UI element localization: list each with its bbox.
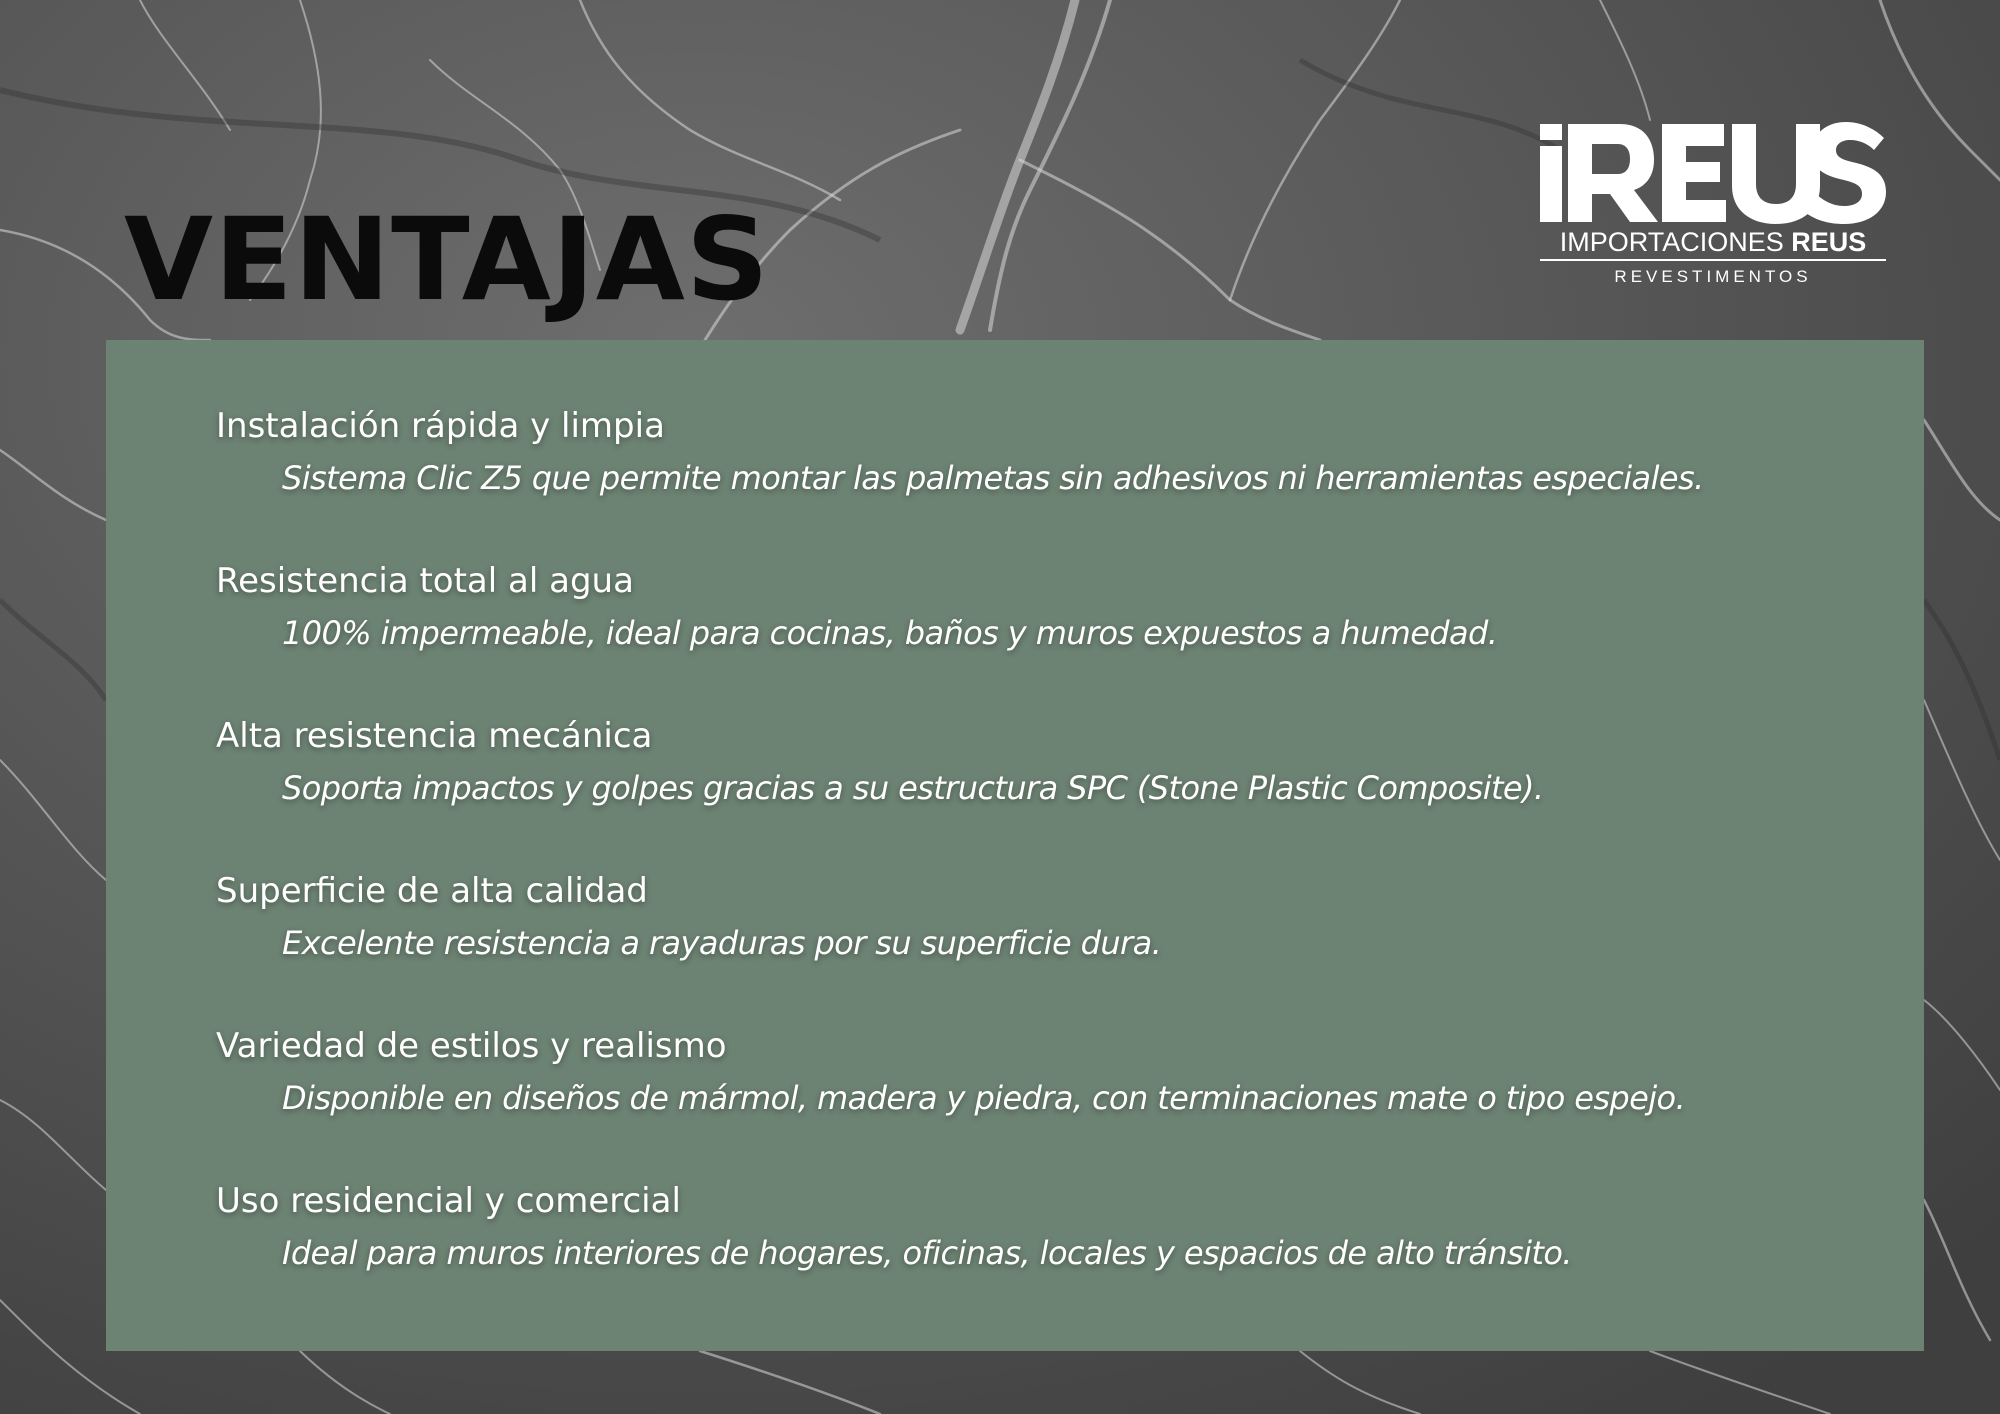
item-description: 100% impermeable, ideal para cocinas, baños y muros expuestos a humedad.: [282, 614, 1498, 652]
reus-logo: [1538, 118, 1888, 298]
item-title: Instalación rápida y limpia: [216, 406, 665, 446]
item-title: Resistencia total al agua: [216, 561, 634, 601]
item-title: Superficie de alta calidad: [216, 871, 648, 911]
logo-tagline: REVESTIMENTOS: [1614, 267, 1812, 286]
logo-company-name: [1540, 226, 1886, 258]
logo-divider: [1540, 259, 1886, 261]
list-item: [216, 557, 1836, 712]
item-description: Ideal para muros interiores de hogares, oficinas, locales y espacios de alto tránsito.: [282, 1234, 1572, 1272]
list-item: [216, 1177, 1836, 1332]
item-description: Excelente resistencia a rayaduras por su superficie dura.: [282, 924, 1162, 962]
item-description: Soporta impactos y golpes gracias a su estructura SPC (Stone Plastic Composite).: [282, 769, 1544, 807]
list-item: [216, 402, 1836, 557]
item-title: Uso residencial y comercial: [216, 1181, 681, 1221]
advantages-list: [216, 402, 1836, 1332]
item-title: Variedad de estilos y realismo: [216, 1026, 727, 1066]
page-title: VENTAJAS: [124, 193, 770, 326]
ireus-wordmark: [1538, 118, 1888, 226]
item-title: Alta resistencia mecánica: [216, 716, 653, 756]
item-description: Disponible en diseños de mármol, madera y piedra, con terminaciones mate o tipo espejo.: [282, 1079, 1686, 1117]
item-description: Sistema Clic Z5 que permite montar las palmetas sin adhesivos ni herramientas especiales.: [282, 459, 1704, 497]
list-item: [216, 867, 1836, 1022]
list-item: [216, 712, 1836, 867]
logo-company-bold: REUS: [1791, 227, 1867, 257]
logo-company-regular: IMPORTACIONES: [1559, 227, 1792, 257]
list-item: [216, 1022, 1836, 1177]
